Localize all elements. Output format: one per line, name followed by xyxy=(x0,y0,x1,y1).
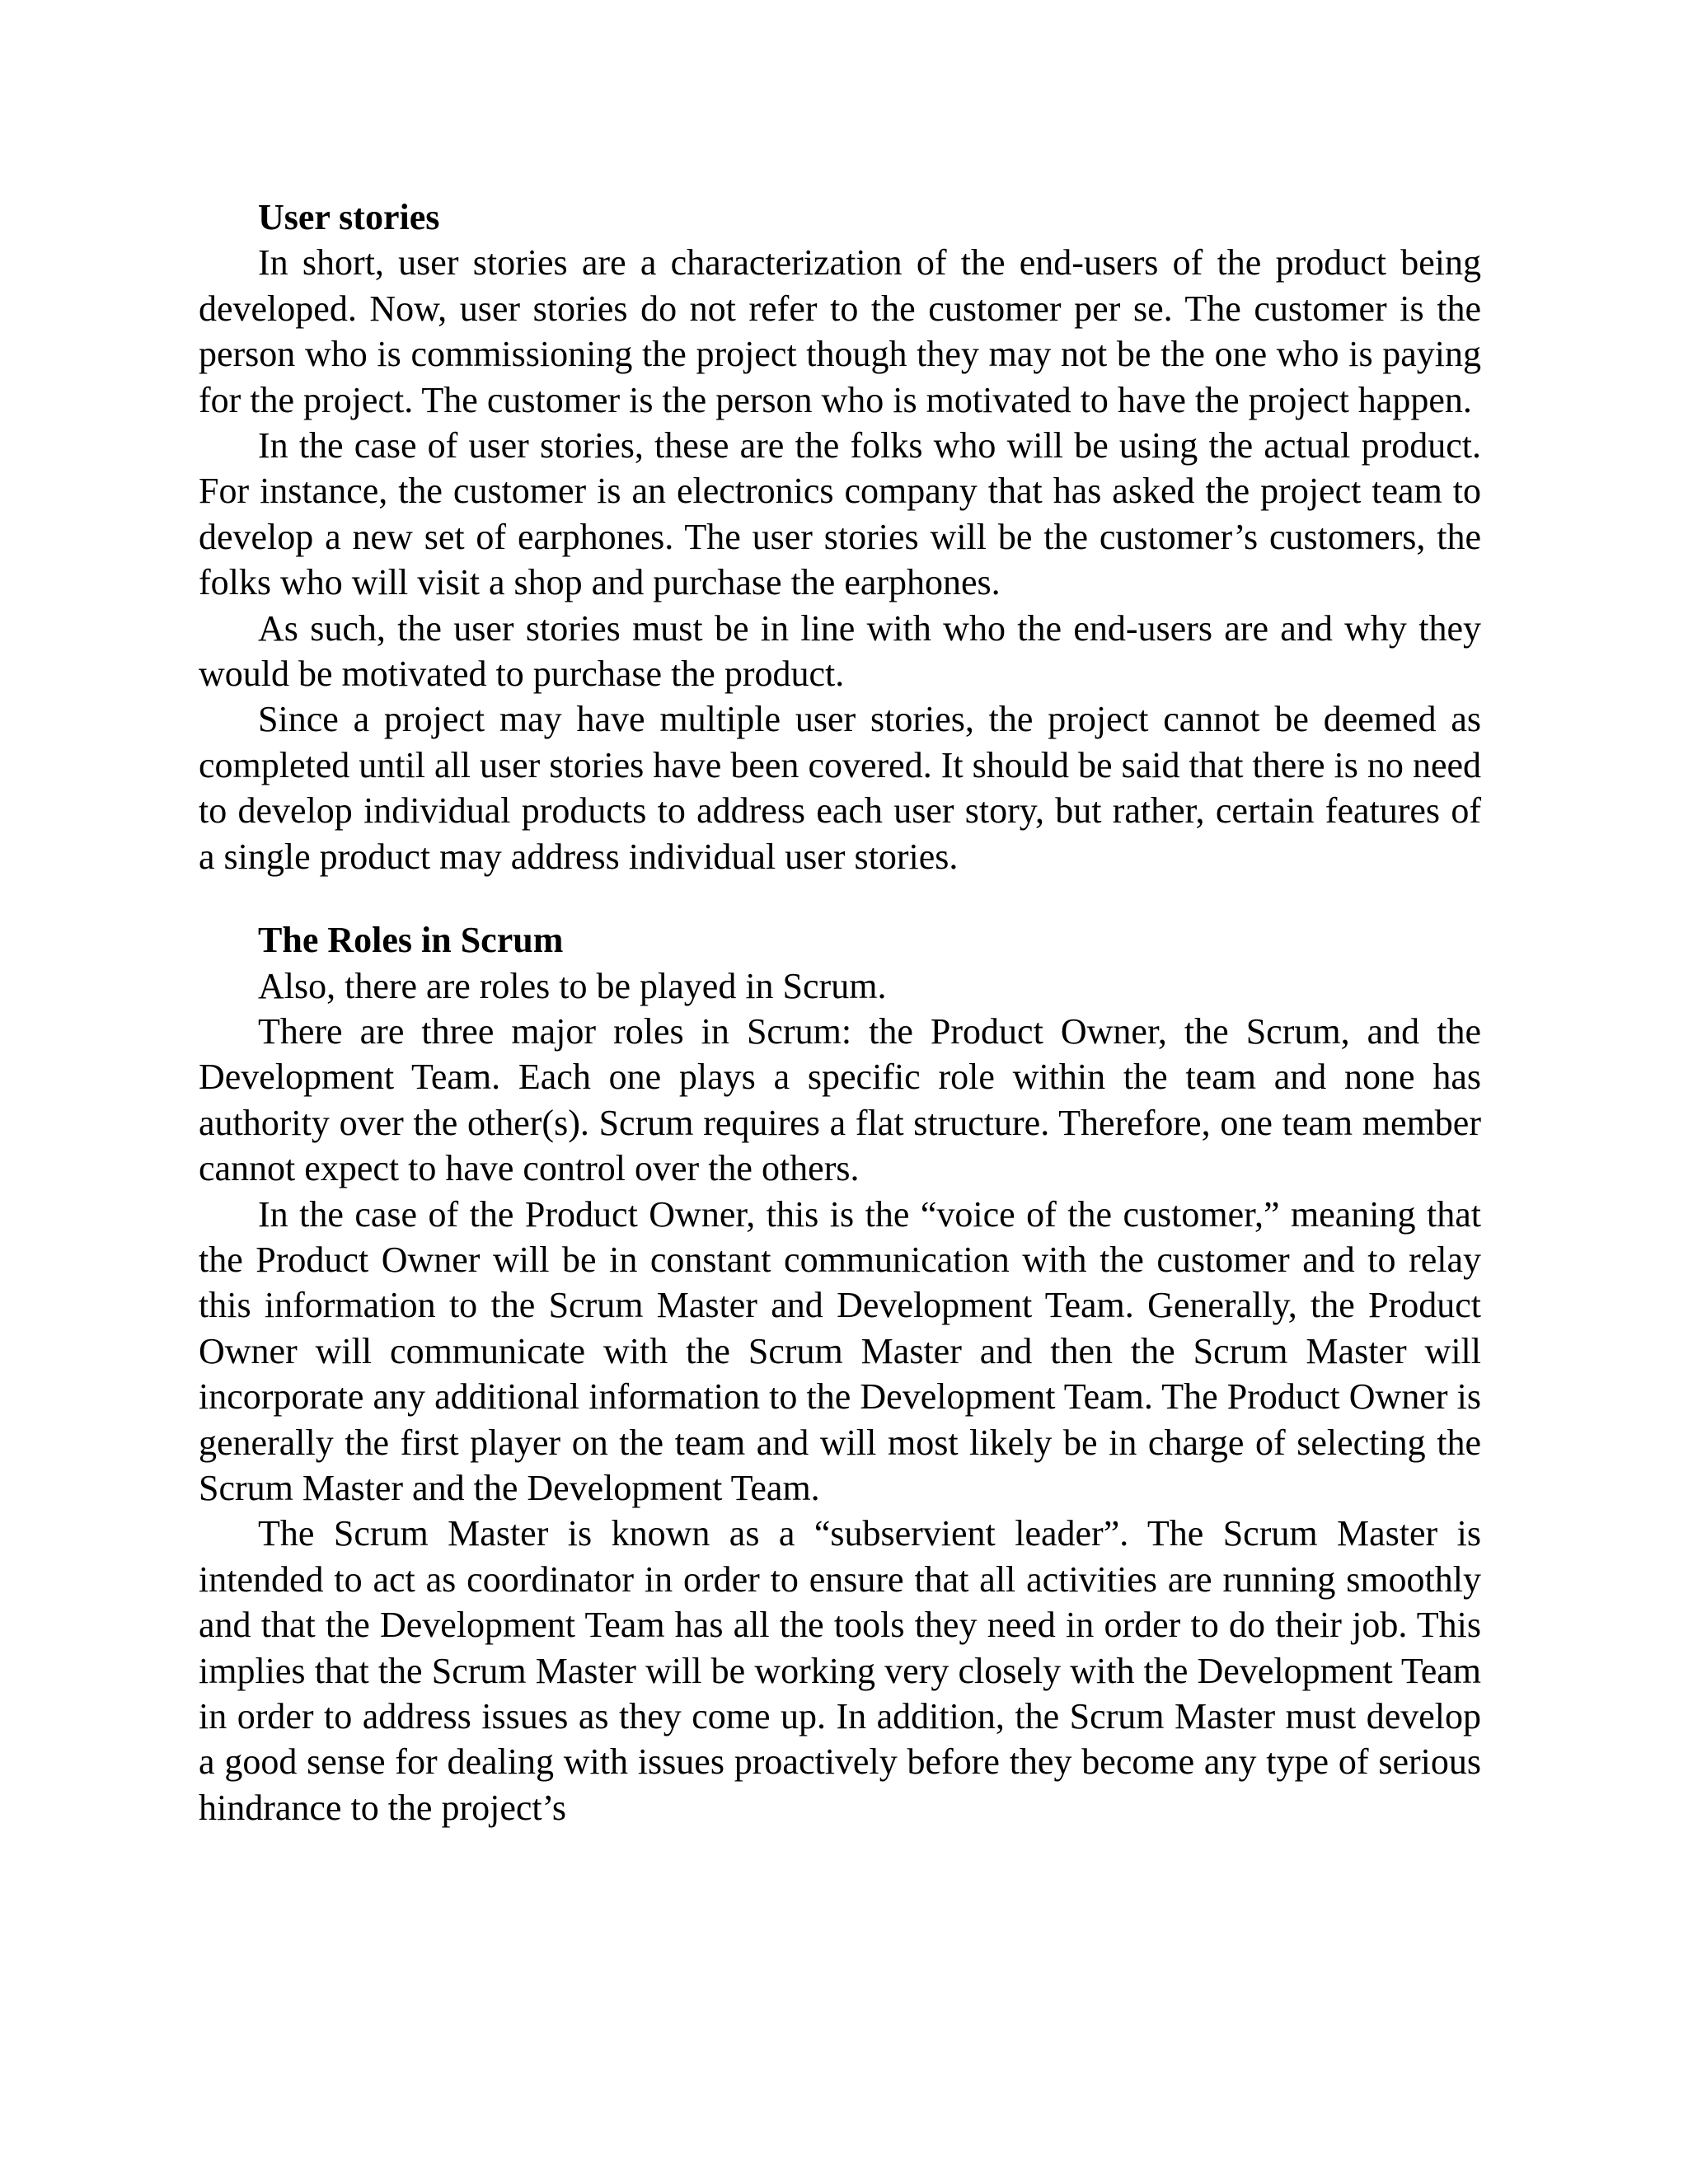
section-roles-in-scrum xyxy=(199,917,1481,1830)
section-heading: User stories xyxy=(258,197,440,237)
paragraph: In the case of user stories, these are the folks who will be using the actual product. For instance, the customer is an electronics company that has asked the project team to develop a new set of earphones. The user stories will be the customer’s customers, the folks who will visit a shop and purchase the earphones. xyxy=(199,425,1481,603)
section-user-stories xyxy=(199,194,1481,879)
section-spacer xyxy=(199,879,1481,917)
paragraph: In short, user stories are a characterization of the end-users of the product being developed. Now, user stories do not refer to the customer per se. The customer is the person who is commissioning the project though they may not be the one who is paying for the project. The customer is the person who is motivated to have the project happen. xyxy=(199,242,1481,420)
paragraph: In the case of the Product Owner, this is the “voice of the customer,” meaning that the Product Owner will be in constant communication with the customer and to relay this information to the Scrum Master and Development Team. Generally, the Product Owner will communicate with the Scrum Master and then the Scrum Master will incorporate any additional information to the Development Team. The Product Owner is generally the first player on the team and will most likely be in charge of selecting the Scrum Master and the Development Team. xyxy=(199,1193,1481,1508)
page-body xyxy=(199,194,1481,1830)
paragraph: Since a project may have multiple user stories, the project cannot be deemed as completed until all user stories have been covered. It should be said that there is no need to develop individual products to address each user story, but rather, certain features of a single product may address individual user stories. xyxy=(199,699,1481,877)
section-heading: The Roles in Scrum xyxy=(258,920,564,961)
paragraph: As such, the user stories must be in line with who the end-users are and why they would be motivated to purchase the product. xyxy=(199,607,1481,695)
paragraph: There are three major roles in Scrum: the Product Owner, the Scrum, and the Development Team. Each one plays a specific role within the team and none has authority over the other(s). Scrum requires a flat structure. Therefore, one team member cannot expect to have control over the others. xyxy=(199,1010,1481,1189)
paragraph: The Scrum Master is known as a “subservient leader”. The Scrum Master is intended to act as coordinator in order to ensure that all activities are running smoothly and that the Development Team has all the tools they need in order to do their job. This implies that the Scrum Master will be working very closely with the Development Team in order to address issues as they come up. In addition, the Scrum Master must develop a good sense for dealing with issues proactively before they become any type of serious hindrance to the project’s xyxy=(199,1513,1481,1828)
paragraph: Also, there are roles to be played in Scrum. xyxy=(258,965,887,1006)
